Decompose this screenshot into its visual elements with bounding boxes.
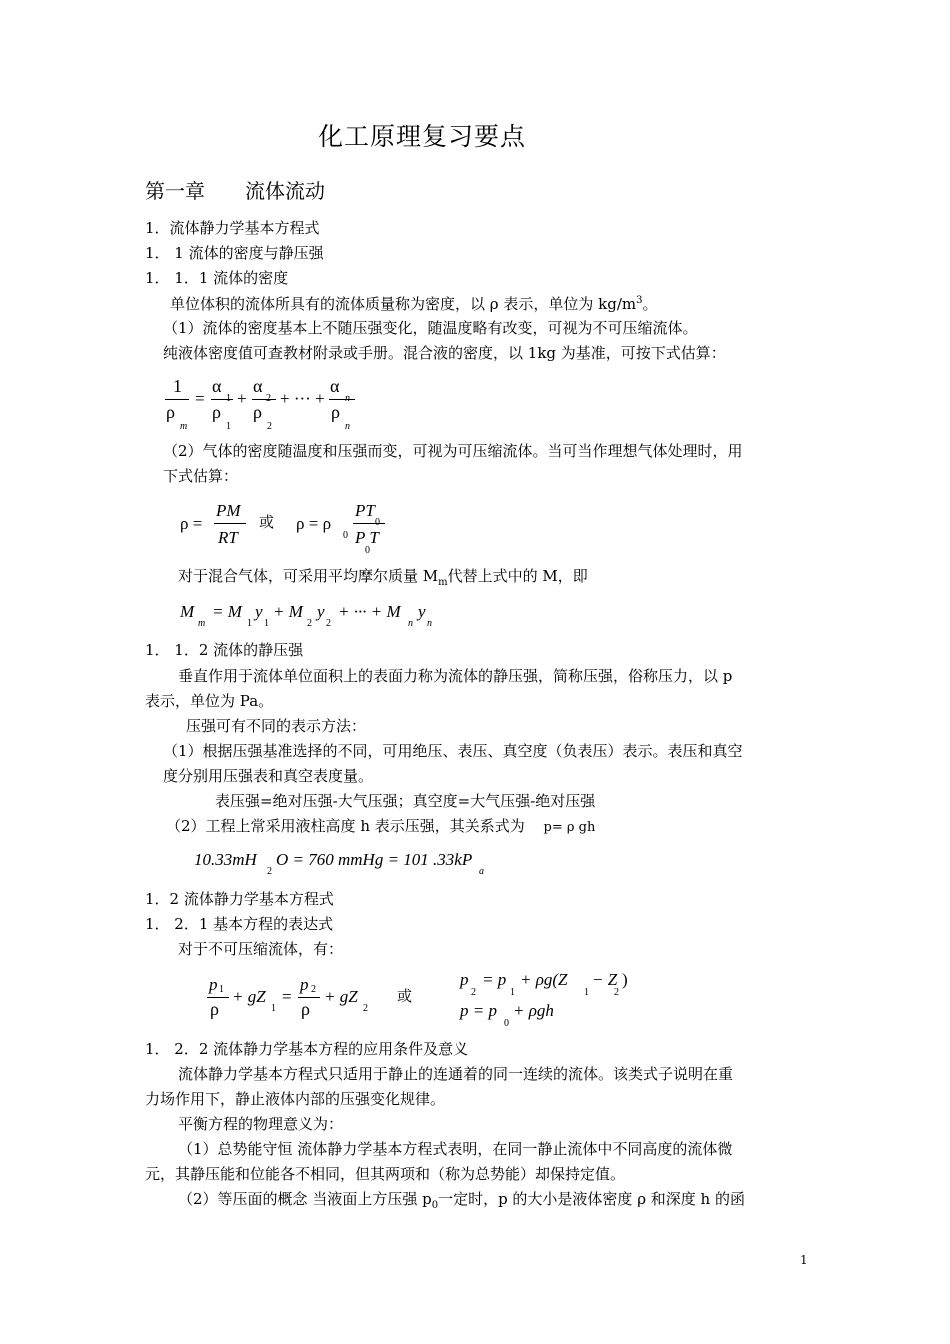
subscript: 0: [431, 1200, 439, 1211]
paragraph-line: [170, 296, 658, 312]
paragraph-text: 。: [642, 295, 658, 313]
eq-subscript: 1: [226, 393, 231, 404]
eq-subscript: 1: [219, 984, 224, 995]
eq-term: + ··· + M: [338, 602, 401, 621]
eq-rho: ρ: [212, 402, 221, 422]
eq-y: y: [418, 602, 426, 621]
paragraph-line: 流体静力学基本方程式只适用于静止的连通着的同一连续的流体。该类式子说明在重: [178, 1065, 734, 1083]
eq-rho: ρ: [210, 999, 219, 1019]
eq-p: p: [460, 970, 469, 989]
eq-term: = p: [482, 970, 507, 989]
section-heading: 1． 1．2 流体的静压强: [145, 641, 304, 659]
section-heading: 1． 1．1 流体的密度: [145, 269, 289, 287]
eq-alpha: α: [330, 376, 340, 396]
eq-plus: +: [237, 389, 247, 408]
eq-subscript: 1: [510, 987, 515, 998]
paragraph-line: 下式估算：: [163, 467, 239, 485]
paragraph-line: （1）根据压强基准选择的不同，可用绝压、表压、真空度（负表压）表示。表压和真空: [163, 742, 743, 760]
fraction-bar: [353, 523, 385, 524]
eq-y: y: [255, 602, 263, 621]
eq-subscript: 0: [365, 545, 370, 556]
eq-numerator: 1: [173, 376, 182, 396]
eq-term: + gZ: [324, 987, 358, 1006]
eq-subscript: n: [345, 421, 350, 432]
eq-subscript: 1: [226, 421, 231, 432]
eq-subscript: 2: [614, 987, 619, 998]
eq-term: + M: [273, 602, 303, 621]
paragraph-text: （2）等压面的概念 当液面上方压强 p: [178, 1190, 432, 1208]
eq-term: + gZ: [232, 987, 266, 1006]
eq-term: ): [622, 970, 628, 989]
eq-denominator: RT: [218, 528, 238, 547]
eq-alpha: α: [212, 376, 222, 396]
eq-lhs: ρ =: [180, 514, 203, 533]
section-heading: 1． 2．1 基本方程的表达式: [145, 915, 334, 933]
eq-subscript: m: [180, 421, 188, 432]
paragraph-line: 平衡方程的物理意义为：: [178, 1115, 344, 1133]
page-number: 1: [800, 1253, 808, 1267]
paragraph-text: 代替上式中的 M，即: [447, 567, 588, 585]
eq-subscript: 2: [363, 1003, 368, 1014]
paragraph-line: 元，其静压能和位能各不相同，但其两项和（称为总势能）却保持定值。: [145, 1165, 626, 1183]
paragraph-line: 表压强=绝对压强-大气压强；真空度=大气压强-绝对压强: [215, 792, 596, 810]
paragraph-line: 力场作用下，静止液体内部的压强变化规律。: [145, 1090, 446, 1108]
fraction-bar: [207, 997, 229, 998]
fraction-bar: [165, 399, 189, 400]
fraction-bar: [329, 399, 355, 400]
eq-alpha: α: [253, 376, 263, 396]
eq-term: p = p: [460, 1001, 497, 1020]
eq-numerator: PT: [355, 501, 375, 520]
paragraph-line: 垂直作用于流体单位面积上的表面力称为流体的静压强，简称压强，俗称压力，以 p: [178, 667, 733, 685]
eq-subscript: 0: [504, 1018, 509, 1029]
paragraph-line: 度分别用压强表和真空表度量。: [163, 767, 374, 785]
paragraph-line: 纯液体密度值可查教材附录或手册。混合液的密度，以 1kg 为基准，可按下式估算：: [163, 344, 726, 362]
paragraph-line: 表示，单位为 Pa。: [145, 692, 274, 710]
eq-denominator: P T: [355, 528, 379, 547]
fraction-bar: [214, 523, 246, 524]
chapter-name: 流体流动: [245, 179, 325, 203]
eq-p: p: [209, 975, 218, 994]
eq-subscript: 2: [307, 618, 312, 629]
eq-subscript: 1: [264, 618, 269, 629]
paragraph-line: （1）流体的密度基本上不随压强变化，随温度略有改变，可视为不可压缩流体。: [163, 319, 698, 337]
eq-subscript: 2: [266, 393, 271, 404]
paragraph-text: 一定时，p 的大小是液体密度 ρ 和深度 h 的函: [438, 1190, 745, 1208]
eq-rho: ρ: [301, 999, 310, 1019]
eq-lhs: M: [180, 602, 195, 621]
eq-term: + ρg(Z: [520, 970, 568, 989]
eq-subscript: n: [345, 393, 350, 404]
eq-subscript: m: [198, 618, 206, 629]
paragraph-line: （1）总势能守恒 流体静力学基本方程式表明，在同一静止流体中不同高度的流体微: [178, 1140, 733, 1158]
eq-subscript: 1: [271, 1003, 276, 1014]
eq-term: + ρgh: [513, 1001, 554, 1020]
eq-equals: =: [282, 987, 292, 1006]
eq-subscript: 2: [267, 866, 272, 877]
eq-subscript: 1: [247, 618, 252, 629]
subscript: m: [438, 577, 448, 588]
paragraph-line: [178, 1192, 745, 1211]
superscript: 3: [636, 295, 643, 306]
eq-term: = M: [212, 602, 242, 621]
eq-subscript: 1: [584, 987, 589, 998]
paragraph-text: 单位体积的流体所具有的流体质量称为密度，以 ρ 表示，单位为 kg/m: [170, 295, 637, 313]
eq-subscript: 2: [311, 984, 316, 995]
eq-subscript: 2: [267, 421, 272, 432]
eq-or-text: 或: [397, 989, 413, 1005]
eq-subscript: a: [479, 866, 484, 877]
eq-term: 10.33mH: [194, 850, 257, 869]
chapter-number: 第一章: [145, 179, 205, 203]
fraction-bar: [252, 399, 276, 400]
eq-equals: =: [195, 389, 205, 408]
eq-term: − Z: [592, 970, 618, 989]
section-heading: 1．流体静力学基本方程式: [145, 219, 320, 237]
paragraph-line: [166, 819, 595, 834]
eq-term: O = 760 mmHg = 101 .33kP: [276, 850, 473, 869]
eq-or-text: 或: [259, 515, 275, 531]
paragraph-line: [178, 569, 588, 588]
eq-subscript: n: [427, 618, 432, 629]
fraction-bar: [298, 997, 320, 998]
eq-rho: ρ: [253, 402, 262, 422]
eq-subscript: 2: [471, 987, 476, 998]
section-heading: 1． 2．2 流体静力学基本方程的应用条件及意义: [145, 1040, 469, 1058]
section-heading: 1．2 流体静力学基本方程式: [145, 890, 334, 908]
eq-rho: ρ: [166, 402, 175, 422]
paragraph-text: （2）工程上常采用液柱高度 h 表示压强，其关系式为: [166, 817, 525, 835]
inline-equation: p= ρ gh: [543, 820, 596, 835]
eq-subscript: 2: [326, 618, 331, 629]
section-heading: 1． 1 流体的密度与静压强: [145, 244, 324, 262]
page-title: 化工原理复习要点: [318, 122, 527, 151]
eq-numerator: PM: [216, 501, 241, 520]
eq-rho: ρ: [331, 402, 340, 422]
eq-p: p: [300, 975, 309, 994]
eq-y: y: [317, 602, 325, 621]
paragraph-line: 对于不可压缩流体，有：: [178, 940, 344, 958]
eq-subscript: n: [408, 618, 413, 629]
paragraph-line: （2）气体的密度随温度和压强而变，可视为可压缩流体。当可当作理想气体处理时，用: [163, 442, 743, 460]
eq-dots: + ··· +: [280, 389, 325, 408]
paragraph-text: 对于混合气体，可采用平均摩尔质量 M: [178, 567, 439, 585]
paragraph-line: 压强可有不同的表示方法：: [186, 717, 367, 735]
eq-subscript: 0: [343, 530, 348, 541]
eq-lhs: ρ = ρ: [296, 514, 332, 533]
